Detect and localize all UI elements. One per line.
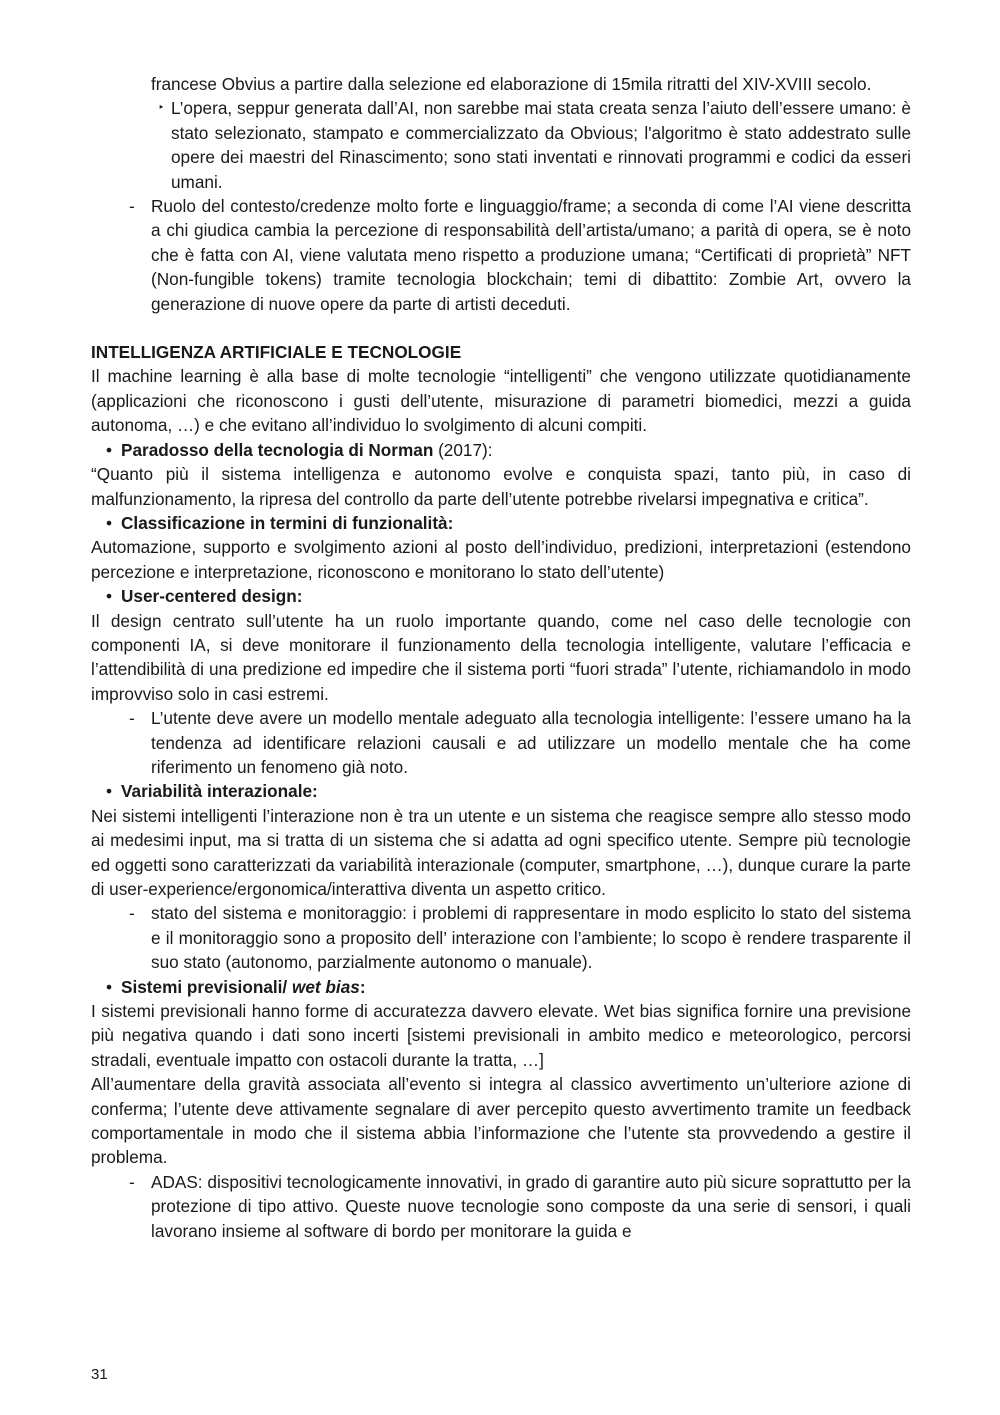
previsionali-dash-point xyxy=(129,1170,911,1243)
bullet-norman xyxy=(91,438,911,462)
triangle-bullet-icon: ‣ xyxy=(158,102,165,115)
ucd-dash-point xyxy=(129,706,911,779)
bullet-icon: • xyxy=(106,781,113,802)
ucd-dash-text: L’utente deve avere un modello mentale adeguato alla tecnologia intelligente: l’essere umano ha la tendenza ad identificare relazioni causali e ad utilizzare un modello mentale che ha come riferimento un fenomeno già noto. xyxy=(151,708,911,777)
dash-bullet-icon: - xyxy=(129,196,135,217)
classificazione-text: Automazione, supporto e svolgimento azioni al posto dell’individuo, predizioni, interpretazioni (estendono percezione e interpretazione, riconoscono e monitorano lo stato dell’utente) xyxy=(91,537,911,582)
classificazione-title: Classificazione in termini di funzionalità: xyxy=(121,512,454,533)
dash-bullet-icon: - xyxy=(129,1171,135,1192)
bullet-icon: • xyxy=(106,586,113,607)
ucd-text: Il design centrato sull’utente ha un ruolo importante quando, come nel caso delle tecnologie con componenti IA, si deve monitorare il funzionamento della tecnologia intelligente, valutare l’efficacia e l’attendibilità di una predizione ed impedire che il sistema porti “fuori strada” l’utente, richiamandolo in modo improvviso solo in casi estremi. xyxy=(91,610,911,704)
page-number: 31 xyxy=(91,1366,108,1383)
section-intro: Il machine learning è alla base di molte tecnologie “intelligenti” che vengono utilizzate quotidianamente (applicazioni che riconoscono i gusti dell’utente, misurazione di parametri biomedici, mezzi a guida autonoma, …) e che evitano all’individuo lo svolgimento di alcuni compiti. xyxy=(91,366,911,436)
norman-text: “Quanto più il sistema intelligenza e autonomo evolve e conquista spazi, tanto più, in caso di malfunzionamento, la ripresa del controllo da parte dell’utente potrebbe rivelarsi impegnativa e critica”. xyxy=(91,464,911,509)
intro-continuation: francese Obvius a partire dalla selezione ed elaborazione di 15mila ritratti del XIV-XVIII secolo. xyxy=(151,74,872,94)
bullet-icon: • xyxy=(106,512,113,533)
ucd-title: User-centered design: xyxy=(121,586,303,607)
previsionali-title-italic: wet bias xyxy=(292,976,360,997)
previsionali-text-2: All’aumentare della gravità associata all’evento si integra al classico avvertimento un’ulteriore azione di conferma; l’utente deve attivamente segnalare di aver percepito questo avvertimento tramite un feedback comportamentale in modo che il sistema abbia l’informazione che l’utente sta provvedendo a gestire il problema. xyxy=(91,1074,911,1168)
norman-suffix: (2017): xyxy=(433,439,493,460)
variabilita-title: Variabilità interazionale: xyxy=(121,781,318,802)
variabilita-dash-point xyxy=(129,901,911,974)
bullet-variabilita xyxy=(91,779,911,803)
section-heading: INTELLIGENZA ARTIFICIALE E TECNOLOGIE xyxy=(91,342,462,363)
bullet-ucd xyxy=(91,584,911,608)
bullet-icon: • xyxy=(106,439,113,460)
dash-point-text: Ruolo del contesto/credenze molto forte e linguaggio/frame; a seconda di come l’AI viene descritta a chi giudica cambia la percezione di responsabilità dell’artista/umano; a parità di opera, se è noto che è fatta con AI, viene valutata meno rispetto a produzione umana; “Certificati di proprietà” NFT (Non-fungible tokens) tramite tecnologia blockchain; temi di dibattito: Zombie Art, ovvero la generazione di nuove opere da parte di artisti deceduti. xyxy=(151,196,911,314)
previsionali-dash-text: ADAS: dispositivi tecnologicamente innovativi, in grado di garantire auto più sicure soprattutto per la protezione di tipo attivo. Queste nuove tecnologie sono composte da una serie di sensori, i quali lavorano insieme al software di bordo per monitorare la guida e xyxy=(151,1171,911,1241)
page-content xyxy=(91,72,911,1243)
variabilita-dash-text: stato del sistema e monitoraggio: i problemi di rappresentare in modo esplicito lo stato del sistema e il monitoraggio sono a proposito dell’ interazione con l’ambiente; lo scopo è rendere trasparente il suo stato (autonomo, parzialmente autonomo o manuale). xyxy=(151,903,911,973)
dash-bullet-icon: - xyxy=(129,903,135,924)
bullet-icon: • xyxy=(106,976,113,997)
previsionali-title: Sistemi previsionali/ xyxy=(121,976,292,997)
dash-point-context xyxy=(129,194,911,316)
sub-point xyxy=(158,96,911,194)
bullet-previsionali xyxy=(91,975,911,999)
norman-title: Paradosso della tecnologia di Norman xyxy=(121,439,434,460)
previsionali-title-end: : xyxy=(359,976,366,997)
dash-bullet-icon: - xyxy=(129,708,135,729)
bullet-classificazione xyxy=(91,511,911,535)
sub-point-text: L’opera, seppur generata dall’AI, non sarebbe mai stata creata senza l’aiuto dell’essere umano: è stato selezionato, stampato e commercializzato da Obvious; l'algoritmo è stato addestrato sulle opere dei maestri del Rinascimento; sono stati inventati e rinnovati programmi e codici da esseri umani. xyxy=(171,98,911,192)
previsionali-text-1: I sistemi previsionali hanno forme di accuratezza davvero elevate. Wet bias significa fornire una previsione più negativa quando i dati sono incerti [sistemi previsionali in ambito medico e meteorologico, percorsi stradali, eventuale impatto con ostacoli durante la tratta, …] xyxy=(91,1001,911,1070)
variabilita-text: Nei sistemi intelligenti l’interazione non è tra un utente e un sistema che reagisce sempre allo stesso modo ai medesimi input, ma si tratta di un sistema che si adatta ad ogni specifico utente. Sempre più tecnologie ed oggetti sono caratterizzati da variabilità interazionale (computer, smartphone, …), dunque curare la parte di user-experience/ergonomica/interattiva diventa un aspetto critico. xyxy=(91,805,911,899)
